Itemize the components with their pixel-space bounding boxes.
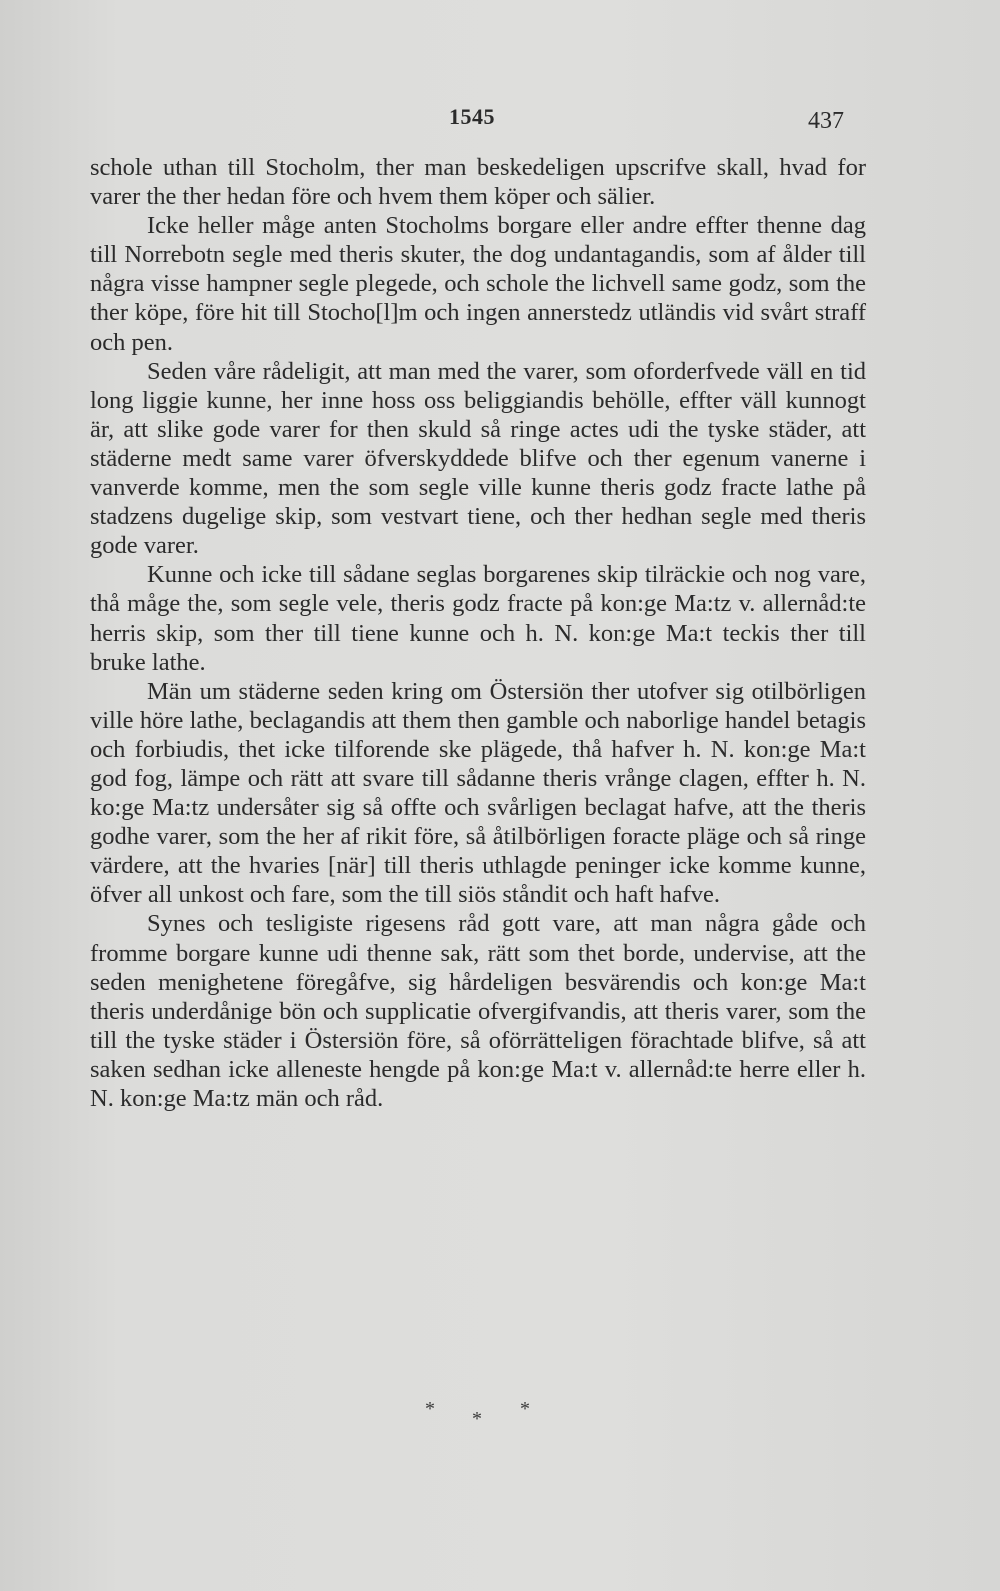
asterisk-ornament: *	[520, 1398, 530, 1420]
paragraph: Icke heller måge anten Stocholms borgare eller andre effter thenne dag till Norrebotn segle med theris skuter, the dog undantagandis, som af ålder till några visse hampner segle plegede, och schole the lichvell same godz, som the ther köpe, före hit till Stocho[l]m och ingen annerstedz utländis vid svårt straff och pen.	[90, 212, 866, 356]
asterisk-ornament: *	[472, 1408, 482, 1430]
body-text	[90, 153, 866, 1113]
paragraph: Synes och tesligiste rigesens råd gott vare, att man några gåde och fromme borgare kunne udi thenne sak, rätt som thet borde, undervise, att the seden menighetene föregåfve, sig hårdeligen besvärendis och kon:ge Ma:t theris underdånige bön och supplicatie ofvergifvandis, att theris varer, som the till the tyske städer i Östersiön före, så oförrätteligen förachtade blifve, så att saken sedhan icke alleneste hengde på kon:ge Ma:t v. allernåd:te herre eller h. N. kon:ge Ma:tz män och råd.	[90, 910, 866, 1112]
page-number: 437	[808, 108, 844, 134]
section-ornament	[0, 1398, 1000, 1428]
asterisk-ornament: *	[425, 1398, 435, 1420]
paragraph: Män um städerne seden kring om Östersiön ther utofver sig otilbörligen ville höre lathe, beclagandis att them then gamble och naborlige handel betagis och forbiudis, thet icke tilforende ske plägede, thå hafver h. N. kon:ge Ma:t god fog, lämpe och rätt att svare till sådanne theris vrånge clagen, effter h. N. ko:ge Ma:tz undersåter sig så offte och svårligen beclagat hafve, att the theris godhe varer, som the her af rikit före, så åtilbörligen foracte pläge och så ringe värdere, att the hvaries [när] till theris uthlagde peninger icke komme kunne, öfver all unkost och fare, som the till siös ståndit och haft hafve.	[90, 677, 866, 909]
paragraph-continuation: schole uthan till Stocholm, ther man beskedeligen upscrifve skall, hvad for varer the ther hedan före och hvem them köper och sälier.	[90, 154, 866, 211]
header-year: 1545	[449, 104, 495, 129]
paragraph: Kunne och icke till sådane seglas borgarenes skip tilräckie och nog vare, thå måge the, som segle vele, theris godz fracte på kon:ge Ma:tz v. allernåd:te herris skip, som ther till tiene kunne och h. N. kon:ge Ma:t teckis ther till bruke lathe.	[90, 561, 866, 676]
paragraph: Seden våre rådeligit, att man med the varer, som oforderfvede väll en tid long liggie kunne, her inne hoss oss beliggiandis behölle, effter väll kunnogt är, att slike gode varer for then skuld så ringe actes udi the tyske städer, att städerne medt same varer öfverskyddede blifve och ther egenum vanerne i vanverde komme, men the som segle ville kunne theris godz fracte lathe på stadzens dugelige skip, som vestvart tiene, och ther hedhan segle med theris gode varer.	[90, 357, 866, 560]
running-header	[0, 100, 1000, 140]
